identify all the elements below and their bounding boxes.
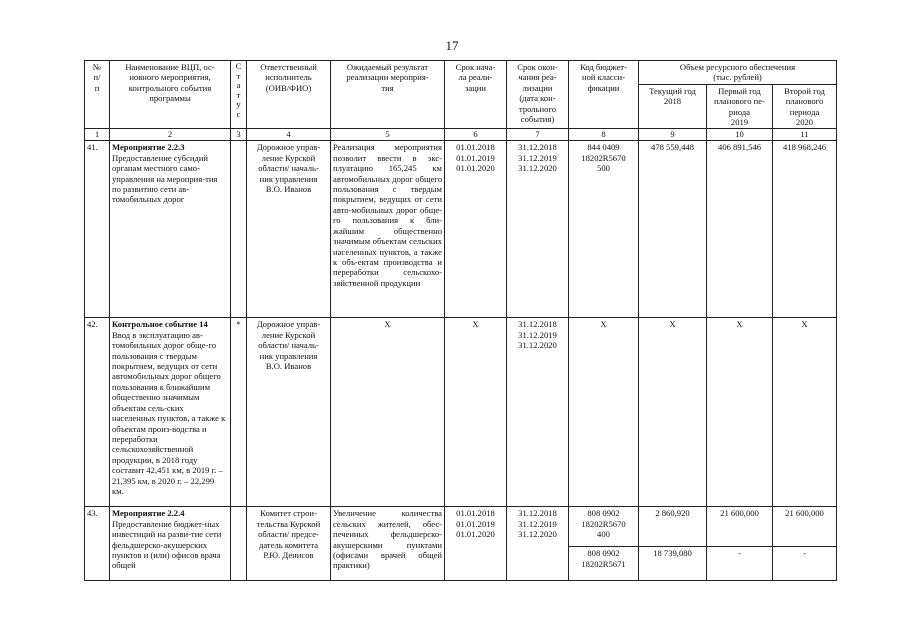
header-number: № п/ п [85, 61, 110, 129]
header-executor: Ответственный исполнитель (ОИВ/ФИО) [247, 61, 331, 129]
row-executor: Комитет строи- тельства Курской области/ предсе- датель комитета Р.Ю. Денисов [247, 507, 331, 581]
row-name-cell [110, 507, 231, 581]
column-number: 10 [707, 129, 773, 141]
row-title: Мероприятие 2.2.3 [112, 142, 185, 153]
row-executor: Дорожное управ- ление Курской области/ началь- ник управления В.О. Иванов [247, 141, 331, 318]
page-number: 17 [445, 38, 459, 53]
row-y2018: 478 559,448 [639, 141, 707, 318]
table-row [85, 507, 837, 581]
header-funding: Объем ресурсного обеспечения (тыс. рублей) [639, 61, 837, 85]
row-result: X [331, 318, 445, 507]
row-start: X [445, 318, 507, 507]
row-number: 41. [85, 141, 110, 318]
row-end: 31.12.2018 31.12.2019 31.12.2020 [507, 141, 569, 318]
row-status [231, 507, 247, 581]
row-result: Увеличение количества сельских жителей, обес-печенных фельдшерско-акушерскими пунктами (офисами врачей общей практики) [331, 507, 445, 581]
row-y2019: - [738, 548, 741, 559]
row-name-cell [110, 318, 231, 507]
header-year-2018: Текущий год 2018 [639, 84, 707, 129]
row-kbk-split [569, 507, 639, 581]
header-name: Наименование ВЦП, ос- новного мероприятия, контрольного события программы [110, 61, 231, 129]
column-number: 5 [331, 129, 445, 141]
column-number: 2 [110, 129, 231, 141]
column-number: 9 [639, 129, 707, 141]
row-y2019: X [707, 318, 773, 507]
header-end: Срок окон- чания реа- лизации (дата кон- трольного события) [507, 61, 569, 129]
header-year-2020: Второй год планового периода 2020 [773, 84, 837, 129]
row-y2018-split [639, 507, 707, 581]
row-end: 31.12.2018 31.12.2019 31.12.2020 [507, 318, 569, 507]
header-kbk: Код бюджет- ной класси- фикации [569, 61, 639, 129]
header-status: С т а т у с [231, 61, 247, 129]
table-row [85, 318, 837, 507]
column-number: 1 [85, 129, 110, 141]
row-number: 43. [85, 507, 110, 581]
row-description: Предоставление субсидий органам местного само-управления на мероприя-тия по развитию сети ав-томобильных дорог [112, 152, 218, 205]
row-name-cell [110, 141, 231, 318]
row-result: Реализация мероприятия позволит ввести в экс-плуатацию 165,245 км автомобильных дорог общего пользования с твердым покрытием, ведущих от сети авто-мобильных дорог обще-го пользования к бли-жайшим общественно значимым объектам сельских населенных пунктов, а также к объ-ектам производства и переработки сельскохо-зяйственной продукции [331, 141, 445, 318]
row-y2020: 21 600,000 [773, 507, 836, 547]
row-description: Ввод в эксплуатацию ав-томобильных дорог обще-го пользования с твердым покрытием, ведущих от сети автомобильных дорог общего пользования к ближайшим общественно значимым объектам сель-ских населенных пунктов, а также к объектам произ-водства и переработки сельскохозяйственной продукции, в 2018 году составит 42,451 км, в 2019 г. – 21,395 км, в 2020 г. – 22,299 км. [112, 329, 226, 496]
column-number: 8 [569, 129, 639, 141]
row-status [231, 141, 247, 318]
row-start: 01.01.2018 01.01.2019 01.01.2020 [445, 141, 507, 318]
row-status: * [231, 318, 247, 507]
row-y2019: 21 600,000 [707, 507, 772, 547]
row-y2019-split [707, 507, 773, 581]
row-y2018: 2 860,920 [639, 507, 706, 547]
row-kbk: 808 0902 18202R5671 [581, 548, 626, 569]
program-table [84, 60, 837, 581]
row-description: Предоставление бюджет-ных инвестиций на разви-тие сети фельдшерско-акушерских пунктов и (или) офисов врача общей [112, 518, 222, 571]
row-y2018: 18 739,080 [653, 548, 692, 559]
row-title: Мероприятие 2.2.4 [112, 508, 185, 519]
row-start: 01.01.2018 01.01.2019 01.01.2020 [445, 507, 507, 581]
column-number: 6 [445, 129, 507, 141]
header-start: Срок нача- ла реали- зации [445, 61, 507, 129]
column-number: 4 [247, 129, 331, 141]
row-executor: Дорожное управ- ление Курской области/ началь- ник управления В.О. Иванов [247, 318, 331, 507]
column-number: 7 [507, 129, 569, 141]
row-kbk: X [569, 318, 639, 507]
table-row [85, 141, 837, 318]
column-number: 11 [773, 129, 837, 141]
header-result: Ожидаемый результат реализации мероприя- тия [331, 61, 445, 129]
row-kbk: 808 0902 18202R5670 400 [569, 507, 638, 547]
row-number: 42. [85, 318, 110, 507]
row-y2020: 418 968,246 [773, 141, 837, 318]
column-number-row [85, 129, 837, 141]
row-y2019: 406 891,546 [707, 141, 773, 318]
row-kbk: 844 0409 18202R5670 500 [569, 141, 639, 318]
row-y2020: X [773, 318, 837, 507]
row-y2020-split [773, 507, 837, 581]
header-row [85, 61, 837, 85]
row-y2018: X [639, 318, 707, 507]
header-year-2019: Первый год планового пе- риода 2019 [707, 84, 773, 129]
row-title: Контрольное событие 14 [112, 319, 208, 330]
column-number: 3 [231, 129, 247, 141]
row-y2020: - [803, 548, 806, 559]
row-end: 31.12.2018 31.12.2019 31.12.2020 [507, 507, 569, 581]
